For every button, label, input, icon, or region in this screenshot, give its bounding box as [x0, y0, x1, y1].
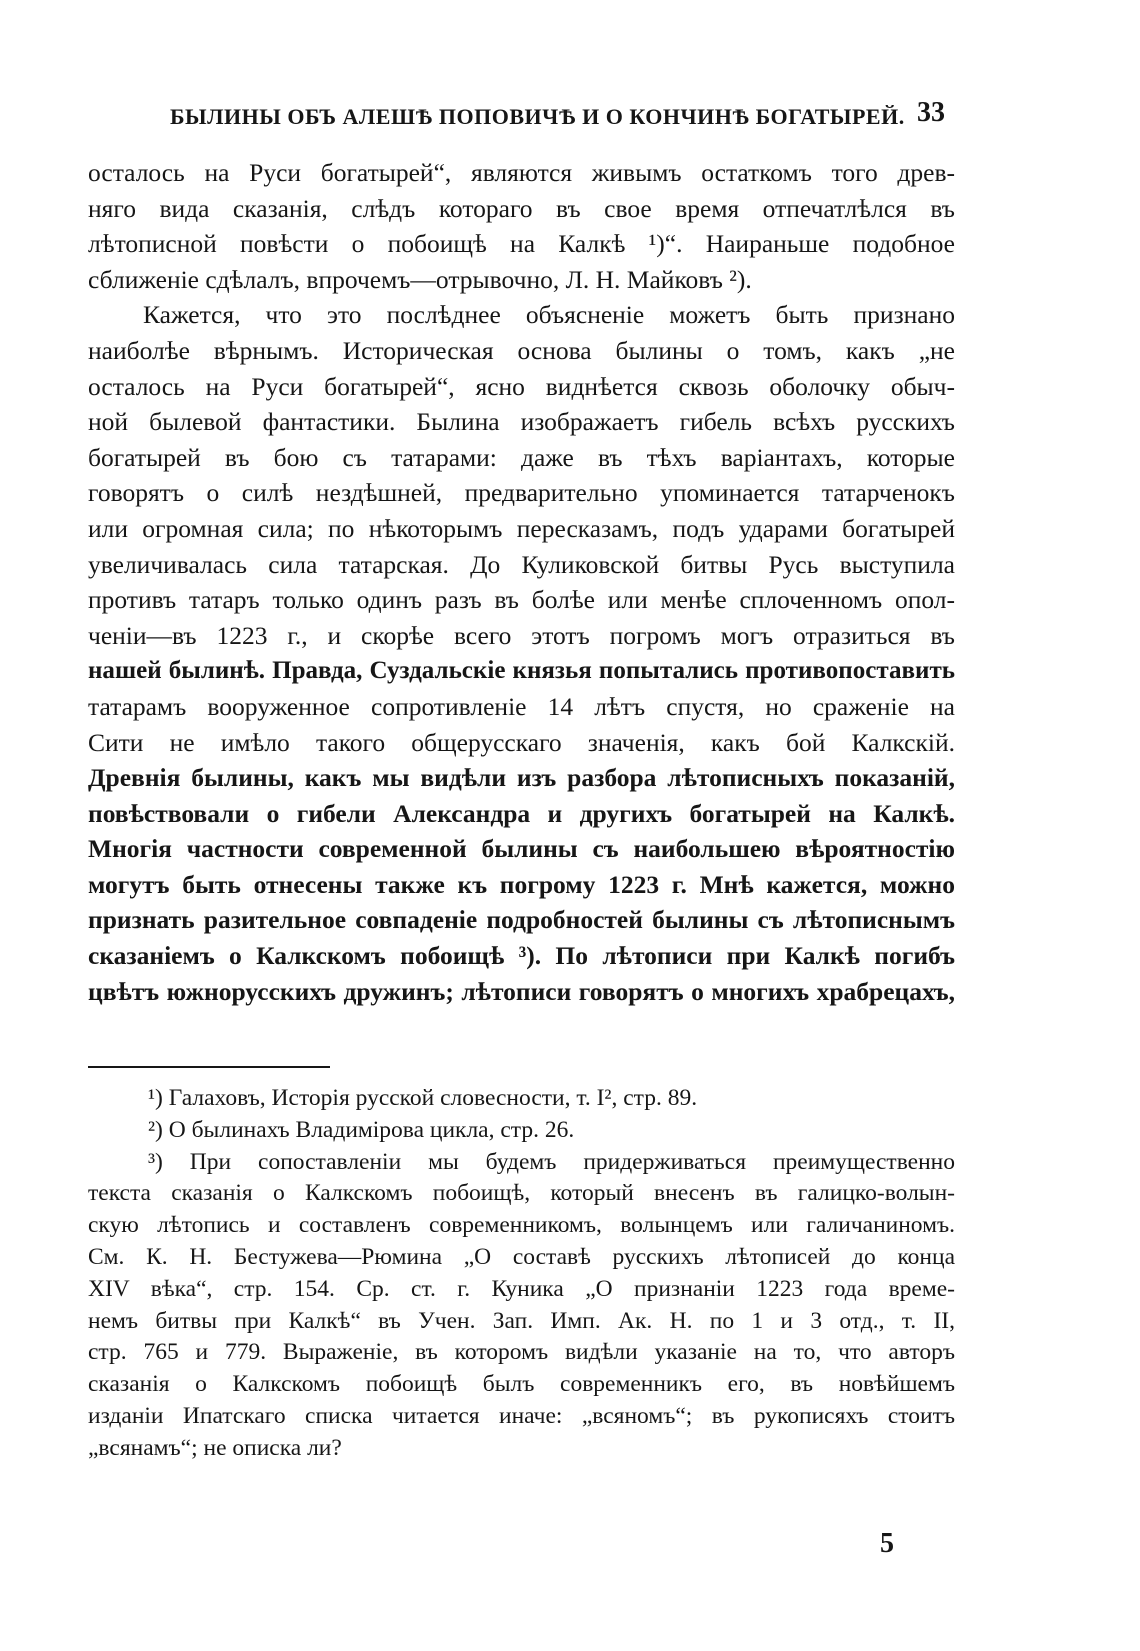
- text-line: сказаніемъ о Калкскомъ побоищѣ ³). По лѣтописи при Калкѣ погибъ: [88, 941, 955, 971]
- text-line: осталось на Руси богатырей“, являются живымъ остаткомъ того древ-: [88, 158, 955, 187]
- text-line: или огромная сила; по нѣкоторымъ пересказамъ, подъ ударами богатырей: [88, 513, 955, 543]
- footnote-divider: [88, 1066, 330, 1068]
- footnote-line: немъ битвы при Калкѣ“ въ Учен. Зап. Имп. Ак. Н. по 1 и 3 отд., т. II,: [88, 1307, 955, 1334]
- footnote-line: текста сказанія о Калкскомъ побоищѣ, который внесенъ въ галицко-волын-: [88, 1180, 955, 1207]
- signature-mark: 5: [880, 1528, 894, 1559]
- page-number: 33: [917, 97, 945, 128]
- footnote-line: изданіи Ипатскаго списка читается иначе: „всяномъ“; въ рукописяхъ стоитъ: [88, 1402, 955, 1429]
- running-head: БЫЛИНЫ ОБЪ АЛЕШѢ ПОПОВИЧѢ И О КОНЧИНѢ БОГАТЫРЕЙ.: [170, 104, 905, 129]
- text-line: лѣтописной повѣсти о побоищѣ на Калкѣ ¹)“. Наираньше подобное: [88, 229, 955, 259]
- footnotes: [88, 1083, 955, 1465]
- text-line: говорятъ о силѣ нездѣшней, предварительно упоминается татарченокъ: [88, 478, 955, 508]
- text-line: ченіи—въ 1223 г., и скорѣе всего этотъ погромъ могъ отразиться въ: [88, 620, 955, 650]
- text-line: цвѣтъ южнорусскихъ дружинъ; лѣтописи говорятъ о многихъ храбрецахъ,: [88, 976, 955, 1006]
- text-line: Кажется, что это послѣднее объясненіе можетъ быть признано: [143, 300, 955, 330]
- footnote-line: ¹) Галаховъ, Исторія русской словесности, т. I², стр. 89.: [148, 1085, 698, 1111]
- main-text: [88, 155, 955, 1009]
- footnote-line: „всянамъ“; не описка ли?: [88, 1434, 342, 1461]
- footnote-line: См. К. Н. Бестужева—Рюмина „О составѣ русскихъ лѣтописей до конца: [88, 1243, 955, 1270]
- footnote-line: ³) При сопоставленіи мы будемъ придерживаться преимущественно: [148, 1148, 955, 1175]
- text-line: увеличивалась сила татарская. До Куликовской битвы Русь выступила: [88, 549, 955, 579]
- text-line: наиболѣе вѣрнымъ. Историческая основа былины о томъ, какъ „не: [88, 335, 955, 365]
- text-line: Сити не имѣло такого общерусскаго значенія, какъ бой Калкскій.: [88, 727, 955, 757]
- text-line: сближеніе сдѣлалъ, впрочемъ—отрывочно, Л. Н. Майковъ ²).: [88, 264, 752, 294]
- text-line: Древнія былины, какъ мы видѣли изъ разбора лѣтописныхъ показаній,: [88, 763, 955, 793]
- text-line: противъ татаръ только одинъ разъ въ болѣе или менѣе сплоченномъ опол-: [88, 585, 955, 615]
- footnote-line: XIV вѣка“, стр. 154. Ср. ст. г. Куника „О признаніи 1223 года време-: [88, 1275, 955, 1302]
- text-line: могутъ быть отнесены также къ погрому 1223 г. Мнѣ кажется, можно: [88, 869, 955, 899]
- text-line: ной былевой фантастики. Былина изображаетъ гибель всѣхъ русскихъ: [88, 407, 955, 437]
- text-line: Многія частности современной былины съ наибольшею вѣроятностію: [88, 834, 955, 864]
- text-line: осталось на Руси богатырей“, ясно виднѣется сквозь оболочку обыч-: [88, 371, 955, 401]
- text-line: няго вида сказанія, слѣдъ котораго въ свое время отпечатлѣлся въ: [88, 193, 955, 223]
- footnote-line: сказанія о Калкскомъ побоищѣ былъ современникъ его, въ новѣйшемъ: [88, 1371, 955, 1398]
- text-line: признать разительное совпаденіе подробностей былины съ лѣтописнымъ: [88, 905, 955, 935]
- text-line: богатырей въ бою съ татарами: даже въ тѣхъ варіантахъ, которые: [88, 442, 955, 472]
- footnote-line: скую лѣтопись и составленъ современникомъ, волынцемъ или галичаниномъ.: [88, 1212, 955, 1239]
- text-line: повѣствовали о гибели Александра и другихъ богатырей на Калкѣ.: [88, 798, 955, 828]
- footnote-line: ²) О былинахъ Владимірова цикла, стр. 26.: [148, 1116, 575, 1143]
- text-line: нашей былинѣ. Правда, Суздальскіе князья попытались противопоставить: [88, 657, 955, 685]
- text-line: татарамъ вооруженное сопротивленіе 14 лѣтъ спустя, но сраженіе на: [88, 691, 955, 721]
- footnote-line: стр. 765 и 779. Выраженіе, въ которомъ видѣли указаніе на то, что авторъ: [88, 1339, 955, 1366]
